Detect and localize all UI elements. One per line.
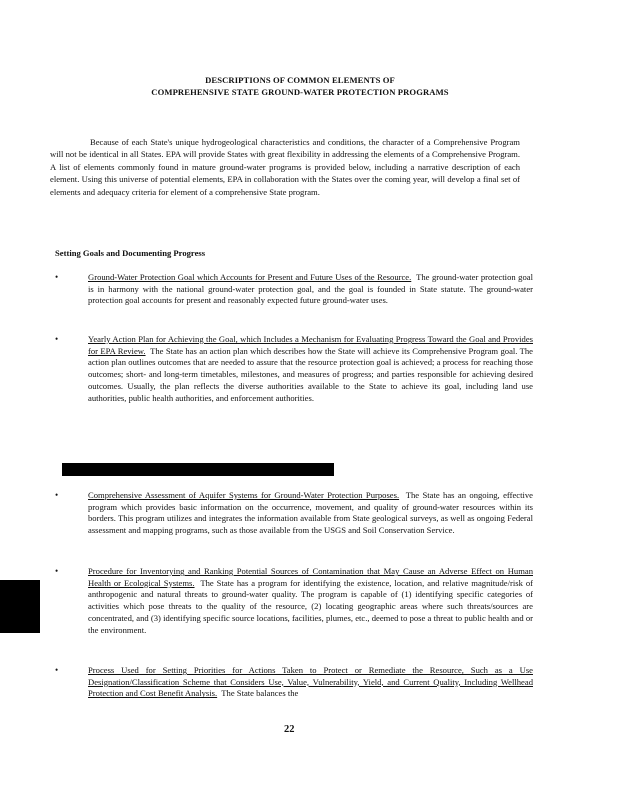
- list-item-heading: Yearly Action Plan for Achieving the Goal, which Includes a Mechanism for Evaluating Progress Toward the Goal and Provides for EPA Review.: [88, 334, 533, 356]
- list-item-body: The State balances the: [221, 688, 299, 699]
- list-item-body: The State has an ongoing, effective program which provides basic information on the occurrence, movement, and quality of ground-water resources within its borders. This program utilizes and integrates the information available from State geological surveys, as well as ongoing Federal assessment and mapping programs, such as those available from the USGS and Soil Conservation Service.: [88, 490, 533, 536]
- list-item-text: [88, 272, 533, 307]
- intro-paragraph: Because of each State's unique hydrogeological characteristics and conditions, the character of a Comprehensive Program will not be identical in all States. EPA will provide States with great flexibility in addressing the elements of a Comprehensive Program. A list of elements commonly found in mature ground-water programs is provided below, including a narrative description of each element. Using this universe of potential elements, EPA in collaboration with the States over the coming year, will develop a final set of elements and adequacy criteria for element of a comprehensive State program.: [50, 137, 520, 197]
- list-item-body: The State has an action plan which describes how the State will achieve its Comprehensive Program goal. The action plan outlines outcomes that are needed to assure that the resource protection goal is achieved; a process for reaching those outcomes; short- and long-term timetables, milestones, and measures of progress; and parties responsible for achieving desired outcomes. Usually, the plan reflects the diverse authorities available to the State to achieve its goal, including land use authorities, public health authorities, and enforcement authorities.: [88, 345, 533, 403]
- page-number: 22: [284, 724, 295, 735]
- list-item-heading: Ground-Water Protection Goal which Accounts for Present and Future Uses of the Resource.: [88, 272, 412, 282]
- list-item-heading: Procedure for Inventorying and Ranking Potential Sources of Contamination that May Cause an Adverse Effect on Human Health or Ecological Systems.: [88, 566, 533, 588]
- bullet-icon: •: [55, 665, 59, 675]
- list-item-text: [88, 334, 533, 404]
- list-item: [55, 490, 533, 537]
- list-item: [55, 566, 533, 636]
- bullet-icon: •: [55, 334, 59, 344]
- section-heading: Setting Goals and Documenting Progress: [55, 248, 206, 258]
- bullet-icon: •: [55, 566, 59, 576]
- list-item-heading: Process Used for Setting Priorities for Actions Taken to Protect or Remediate the Resource, Such as a Use Designation/Classification Scheme that Considers Use, Value, Vulnerability, Yield, and Current Quality, Including Wellhead Protection and Cost Benefit Analysis.: [88, 665, 533, 699]
- list-item: [55, 334, 533, 404]
- list-item-text: [88, 490, 533, 537]
- document-title-line-2: COMPREHENSIVE STATE GROUND-WATER PROTECTION PROGRAMS: [151, 87, 449, 97]
- list-item-text: [88, 566, 533, 636]
- document-title-line-1: DESCRIPTIONS OF COMMON ELEMENTS OF: [205, 75, 395, 85]
- list-item: [55, 272, 533, 307]
- bullet-icon: •: [55, 272, 59, 282]
- bullet-icon: •: [55, 490, 59, 500]
- redaction-bar: [62, 463, 334, 476]
- list-item-body: The State has a program for identifying the existence, location, and relative magnitude/risk of anthropogenic and natural threats to ground-water quality. The program is capable of (1) identifying specific categories of activities which pose threats to the quality of the resource, (2) locating geographic areas where such threats/sources are concentrated, and (3) identifying specific source locations, facilities, plumes, etc., deemed to pose a threat to public health and or the environment.: [88, 577, 533, 635]
- list-item-body: The ground-water protection goal is in harmony with the national ground-water protection goal, and the goal is founded in State statute. The ground-water protection goal accounts for present and reasonably expected future ground-water uses.: [88, 272, 533, 306]
- list-item-heading: Comprehensive Assessment of Aquifer Systems for Ground-Water Protection Purposes.: [88, 490, 400, 500]
- list-item-text: [88, 665, 533, 700]
- list-item: [55, 665, 533, 700]
- scan-margin-mark: [0, 580, 40, 633]
